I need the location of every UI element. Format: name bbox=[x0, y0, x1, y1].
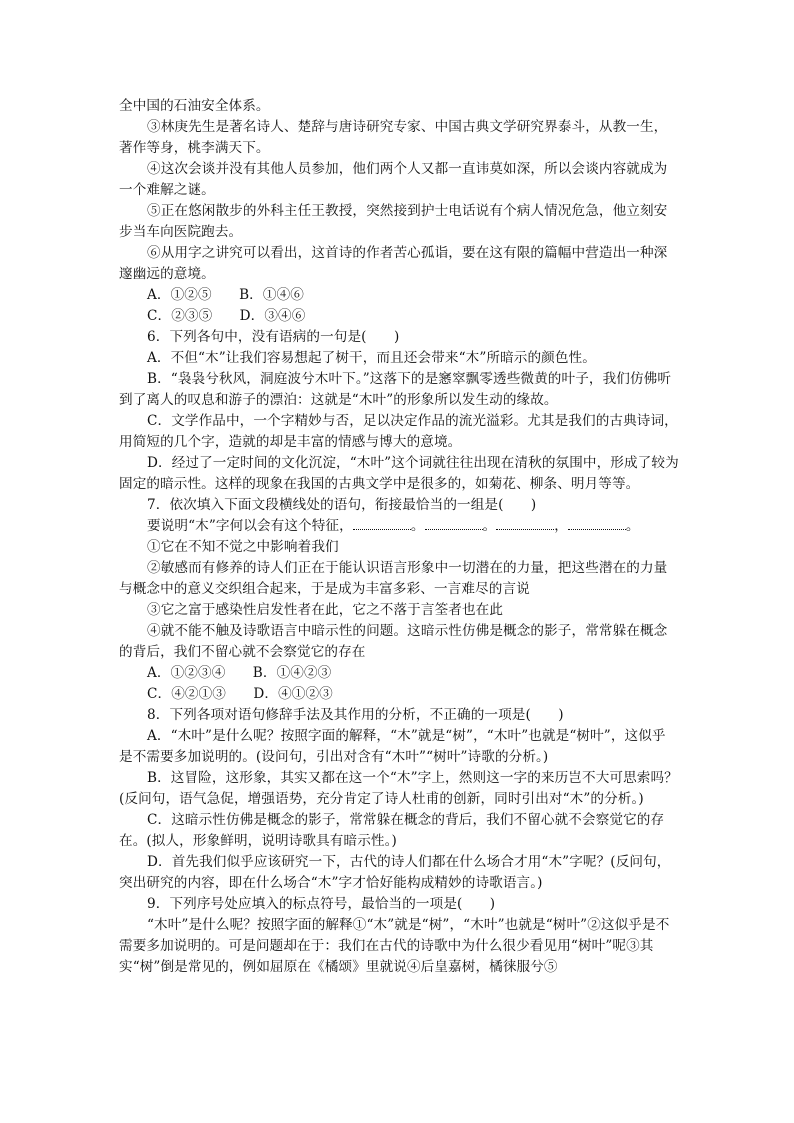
q7-options-row-2 bbox=[119, 684, 679, 705]
q5-option-a: A．①②⑤ bbox=[147, 287, 212, 303]
q5-option-c: C．②③⑤ bbox=[147, 308, 213, 324]
question-6-option-a: A．不但“木”让我们容易想起了树干，而且还会带来“木”所暗示的颜色性。 bbox=[147, 350, 596, 366]
question-9-stem: 9．下列序号处应填入的标点符号，最恰当的一项是( ) bbox=[147, 896, 496, 912]
question-7-passage bbox=[119, 516, 679, 537]
question-6-option-b: B．“袅袅兮秋风，洞庭波兮木叶下。”这落下的是窸窣飘零透些微黄的叶子，我们仿佛听到了离人的叹息和游子的漂泊：这就是“木叶”的形象所以发生动的缘故。 bbox=[119, 371, 672, 408]
question-7-item-2: ②敏感而有修养的诗人们正在于能认识语言形象中一切潜在的力量，把这些潜在的力量与概念中的意义交织组合起来，于是成为丰富多彩、一言难尽的言说 bbox=[119, 560, 668, 597]
blank-4 bbox=[568, 517, 626, 530]
question-8-option-c: C．这暗示性仿佛是概念的影子，常常躲在概念的背后，我们不留心就不会察觉它的存在。(拟人，形象鲜明，说明诗歌具有暗示性。) bbox=[119, 812, 665, 849]
blank-1 bbox=[353, 517, 411, 530]
sentence-4: ④这次会谈并没有其他人员参加，他们两个人又都一直讳莫如深，所以会谈内容就成为一个难解之谜。 bbox=[119, 161, 668, 198]
q5-options-row-1 bbox=[119, 285, 679, 306]
sentence-6: ⑥从用字之讲究可以看出，这首诗的作者苦心孤诣，要在这有限的篇幅中营造出一种深邃幽远的意境。 bbox=[119, 245, 668, 282]
blank-2 bbox=[425, 517, 483, 530]
question-6-stem: 6．下列各句中，没有语病的一句是( ) bbox=[147, 329, 400, 345]
question-8-stem: 8．下列各项对语句修辞手法及其作用的分析，不正确的一项是( ) bbox=[147, 707, 564, 723]
question-8-option-b: B．这冒险，这形象，其实又都在这一个“木”字上，然则这一字的来历岂不大可思索吗？(反问句，语气急促，增强语势，充分肯定了诗人杜甫的创新，同时引出对“木”的分析。) bbox=[119, 770, 678, 807]
question-9-passage: “木叶”是什么呢？按照字面的解释①“木”就是“树”，“木叶”也就是“树叶”②这似乎是不需要多加说明的。可是问题却在于：我们在古代的诗歌中为什么很少看见用“树叶”呢③其实“树”倒是常见的，例如屈原在《橘颂》里就说④后皇嘉树，橘徕服兮⑤ bbox=[119, 917, 670, 975]
blank-2-punct: 。 bbox=[482, 518, 497, 534]
q7-option-c: C．④②①③ bbox=[147, 686, 226, 702]
q5-options-row-2 bbox=[119, 306, 679, 327]
paragraph-continuation: 全中国的石油安全体系。 bbox=[119, 98, 270, 114]
question-8-option-d: D．首先我们似乎应该研究一下，古代的诗人们都在什么场合才用“木”字呢？(反问句，突出研究的内容，即在什么场合“木”字才恰好能构成精妙的诗歌语言。) bbox=[119, 854, 671, 891]
question-7-item-1: ①它在不知不觉之中影响着我们 bbox=[147, 539, 339, 555]
q7-option-a: A．①②③④ bbox=[147, 665, 226, 681]
q7-option-d: D．④①②③ bbox=[253, 686, 333, 702]
sentence-3: ③林庚先生是著名诗人、楚辞与唐诗研究专家、中国古典文学研究界泰斗，从教一生，著作等身，桃李满天下。 bbox=[119, 119, 668, 156]
blank-1-punct: 。 bbox=[410, 518, 425, 534]
blank-3-punct: ， bbox=[554, 518, 568, 534]
document-body bbox=[119, 96, 679, 978]
question-6-option-d: D．经过了一定时间的文化沉淀，“木叶”这个词就往往出现在清秋的氛围中，形成了较为固定的暗示性。这样的现象在我国的古典文学中是很多的，如菊花、柳条、明月等等。 bbox=[119, 455, 679, 492]
q5-option-d: D．③④⑥ bbox=[239, 308, 306, 324]
question-7-stem: 7．依次填入下面文段横线处的语句，衔接最恰当的一组是( ) bbox=[147, 497, 537, 513]
question-7-item-4: ④就不能不触及诗歌语言中暗示性的问题。这暗示性仿佛是概念的影子，常常躲在概念的背后，我们不留心就不会察觉它的存在 bbox=[119, 623, 668, 660]
blank-4-punct: 。 bbox=[625, 518, 640, 534]
question-7-item-3: ③它之富于感染性启发性者在此，它之不落于言筌者也在此 bbox=[147, 602, 504, 618]
question-7-passage-text: 要说明“木”字何以会有这个特征， bbox=[147, 518, 353, 534]
sentence-5: ⑤正在悠闲散步的外科主任王教授，突然接到护士电话说有个病人情况危急，他立刻安步当车向医院跑去。 bbox=[119, 203, 668, 240]
q5-option-b: B．①④⑥ bbox=[239, 287, 304, 303]
blank-3 bbox=[496, 517, 554, 530]
question-6-option-c: C．文学作品中，一个字精妙与否，足以决定作品的流光溢彩。尤其是我们的古典诗词，用简短的几个字，造就的却是丰富的情感与博大的意境。 bbox=[119, 413, 678, 450]
question-8-option-a: A．“木叶”是什么呢？按照字面的解释，“木”就是“树”，“木叶”也就是“树叶”，这似乎是不需要多加说明的。(设问句，引出对含有“木叶”“树叶”诗歌的分析。) bbox=[119, 728, 666, 765]
q7-options-row-1 bbox=[119, 663, 679, 684]
q7-option-b: B．①④②③ bbox=[252, 665, 332, 681]
